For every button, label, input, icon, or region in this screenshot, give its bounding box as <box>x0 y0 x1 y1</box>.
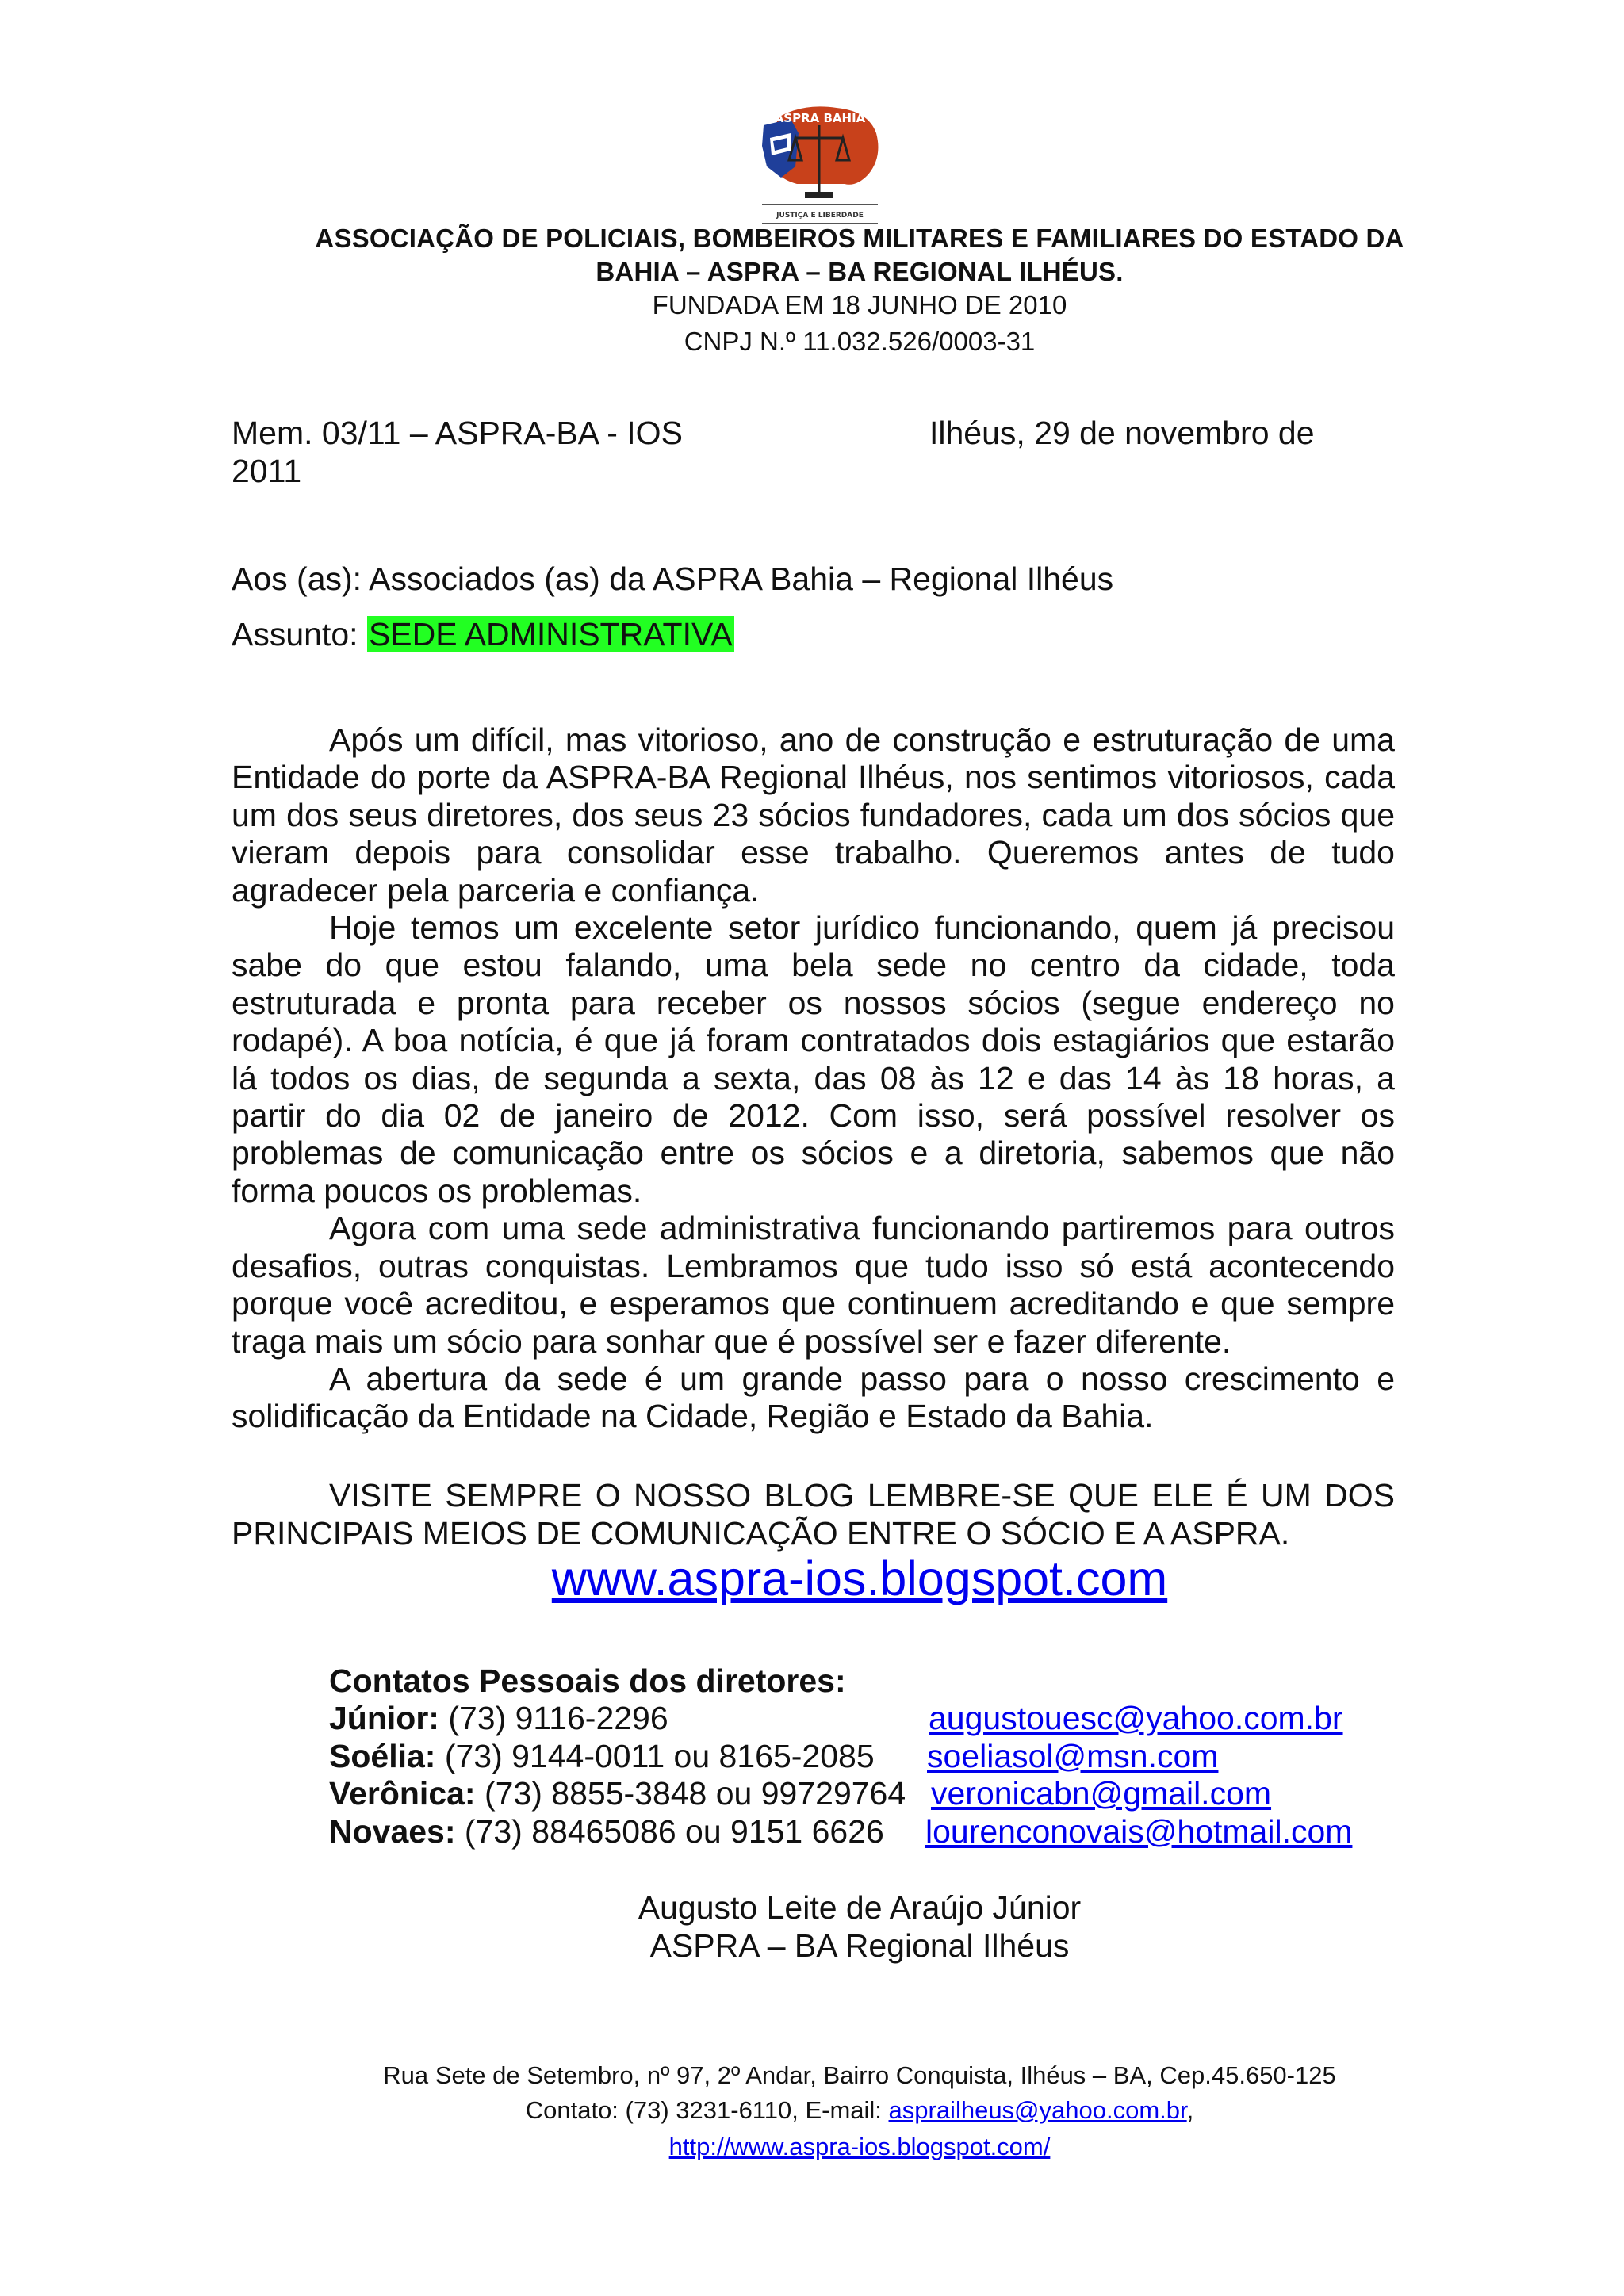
contact-phones: (73) 8855-3848 ou 99729764 <box>475 1775 906 1812</box>
contact-name: Novaes: <box>329 1812 456 1850</box>
body-paragraph-4: A abertura da sede é um grande passo para o nosso crescimento e solidificação da Entidade na Cidade, Região e Estado da Bahia. <box>232 1360 1395 1435</box>
footer-comma: , <box>1186 2096 1194 2124</box>
footer-address: Rua Sete de Setembro, nº 97, 2º Andar, Bairro Conquista, Ilhéus – BA, Cep.45.650-125 <box>383 2061 1336 2089</box>
visit-blog-notice <box>232 1476 1395 1552</box>
visit-line-1: VISITE SEMPRE O NOSSO BLOG LEMBRE-SE QUE ELE É UM DOS <box>329 1477 1395 1513</box>
contact-row <box>329 1738 1439 1775</box>
footer-url-link[interactable]: http://www.aspra-ios.blogspot.com/ <box>668 2133 1051 2160</box>
logo-text-bottom: JUSTIÇA E LIBERDADE <box>776 212 864 220</box>
header-founded: FUNDADA EM 18 JUNHO DE 2010 <box>652 290 1067 320</box>
subject-text: SEDE ADMINISTRATIVA <box>368 616 733 652</box>
contacts-title: Contatos Pessoais dos diretores: <box>329 1663 846 1699</box>
header-org-line-2: BAHIA – ASPRA – BA REGIONAL ILHÉUS. <box>596 257 1124 286</box>
footer-contact-prefix: Contato: (73) 3231-6110, E-mail: <box>525 2096 889 2124</box>
subject-label: Assunto: <box>232 616 367 652</box>
memo-body <box>232 721 1395 1436</box>
contact-name: Soélia: <box>329 1737 436 1774</box>
contact-row <box>329 1700 1439 1737</box>
body-paragraph-3: Agora com uma sede administrativa funcionando partiremos para outros desafios, outras conquistas. Lembramos que tudo isso só está acontecendo porque você acreditou, e esperamos que continuem acreditando e que sempre traga mais um sócio para sonhar que é possível ser e fazer diferente. <box>232 1210 1395 1360</box>
blog-link[interactable]: www.aspra-ios.blogspot.com <box>551 1552 1168 1605</box>
contact-phones: (73) 9116-2296 <box>439 1700 668 1737</box>
contact-phones: (73) 88465086 ou 9151 6626 <box>455 1812 884 1850</box>
contact-email-link[interactable]: veronicabn@gmail.com <box>931 1775 1272 1812</box>
contact-email-link[interactable]: augustouesc@yahoo.com.br <box>929 1700 1343 1737</box>
footer-url-wrapper <box>0 2130 1624 2164</box>
visit-line-2: PRINCIPAIS MEIOS DE COMUNICAÇÃO ENTRE O SÓCIO E A ASPRA. <box>232 1515 1290 1552</box>
header-org-line-1: ASSOCIAÇÃO DE POLICIAIS, BOMBEIROS MILITARES E FAMILIARES DO ESTADO DA <box>315 224 1404 253</box>
contact-email-link[interactable]: soeliasol@msn.com <box>927 1737 1219 1774</box>
signature-org: ASPRA – BA Regional Ilhéus <box>649 1927 1070 1964</box>
recipients-line: Aos (as): Associados (as) da ASPRA Bahia – Regional Ilhéus <box>232 561 1114 597</box>
blog-link-wrapper <box>0 1551 1624 1606</box>
body-paragraph-2: Hoje temos um excelente setor jurídico funcionando, quem já precisou sabe do que estou falando, uma bela sede no centro da cidade, toda estruturada e pronta para receber os nossos sócios (segue endereço no rodapé). A boa notícia, é que já foram contratados dois estagiários que estarão lá todos os dias, de segunda a sexta, das 08 às 12 e das 14 às 18 horas, a partir do dia 02 de janeiro de 2012. Com isso, será possível resolver os problemas de comunicação entre os sócios e a diretoria, sabemos que não forma poucos os problemas. <box>232 909 1395 1209</box>
memo-year: 2011 <box>232 453 302 489</box>
directors-contacts <box>329 1663 1439 1850</box>
memo-reference: Mem. 03/11 – ASPRA-BA - IOS <box>232 415 683 451</box>
contact-name: Verônica: <box>329 1775 476 1812</box>
contact-row <box>329 1775 1439 1812</box>
logo-text-top: ASPRA BAHIA <box>774 111 866 125</box>
body-paragraph-1: Após um difícil, mas vitorioso, ano de construção e estruturação de uma Entidade do porte da ASPRA-BA Regional Ilhéus, nos sentimos vitoriosos, cada um dos seus diretores, dos seus 23 sócios fundadores, cada um dos sócios que vieram depois para consolidar esse trabalho. Queremos antes de tudo agradecer pela parceria e confiança. <box>232 721 1395 909</box>
contact-name: Júnior: <box>329 1700 439 1737</box>
subject-line <box>232 615 734 653</box>
aspra-logo <box>749 101 891 227</box>
footer-contact <box>0 2093 1624 2128</box>
footer-email-link[interactable]: asprailheus@yahoo.com.br <box>888 2096 1187 2124</box>
header-cnpj: CNPJ N.º 11.032.526/0003-31 <box>684 327 1036 356</box>
signature-name: Augusto Leite de Araújo Júnior <box>638 1889 1082 1926</box>
contact-phones: (73) 9144-0011 ou 8165-2085 <box>435 1737 875 1774</box>
contact-email-link[interactable]: lourenconovais@hotmail.com <box>925 1812 1353 1850</box>
contact-row <box>329 1813 1439 1850</box>
memo-date: Ilhéus, 29 de novembro de <box>929 415 1315 451</box>
